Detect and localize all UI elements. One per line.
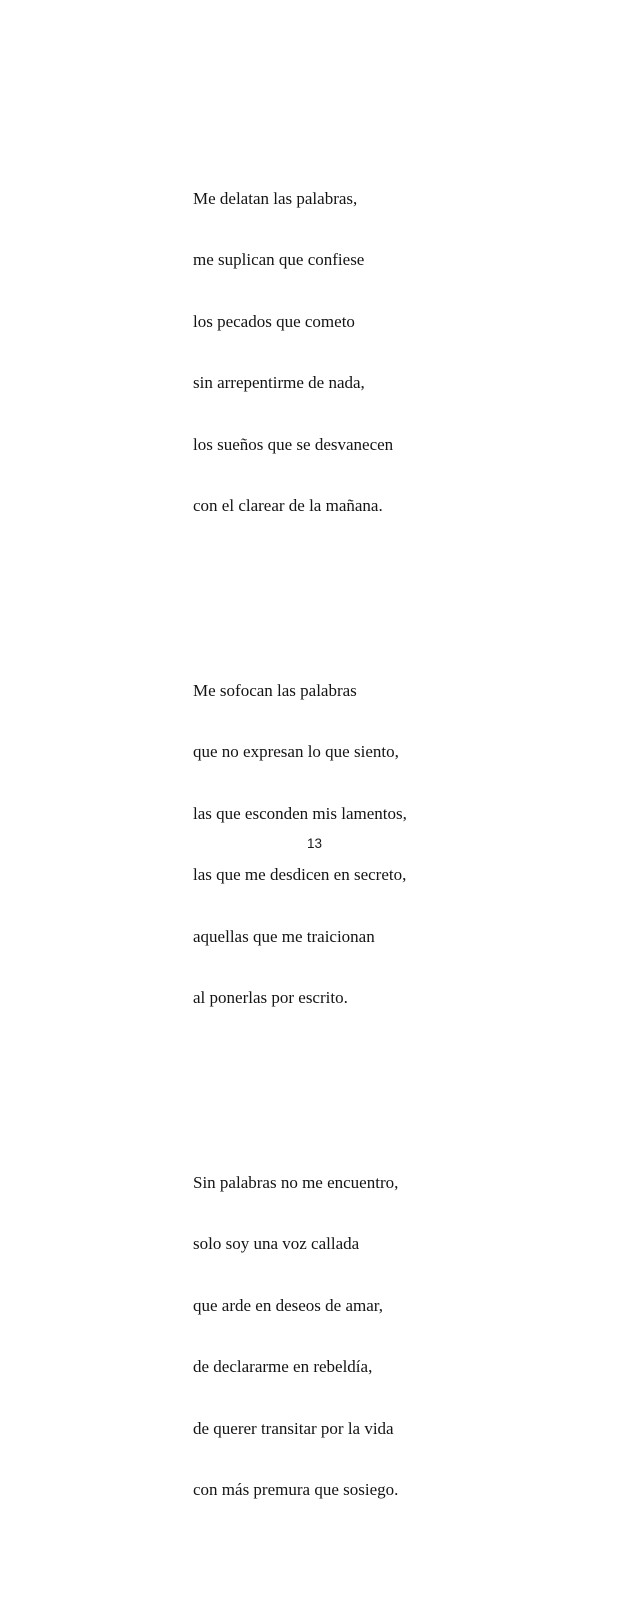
poem-line: aquellas que me traicionan [193,926,375,946]
poem-line: Me sofocan las palabras [193,680,357,700]
poem-line: los sueños que se desvanecen [193,434,394,454]
poem-stanza [193,148,407,558]
poem-line: los pecados que cometo [193,311,355,331]
poem-line: sin arrepentirme de nada, [193,373,365,392]
poem-line: de declararme en rebeldía, [193,1357,373,1376]
poem-line: me suplican que confiese [193,250,365,269]
poem-line: solo soy una voz callada [193,1234,360,1253]
poem-line: las que esconden mis lamentos, [193,803,407,823]
poem-line: Me delatan las palabras, [193,188,358,208]
poem-line: que arde en deseos de amar, [193,1295,384,1315]
poem-line: Sin palabras no me encuentro, [193,1172,399,1192]
poem-line: con el clarear de la mañana. [193,496,383,515]
poem-line: que no expresan lo que siento, [193,742,399,761]
poem-line: al ponerlas por escrito. [193,988,348,1007]
poem-line: las que me desdicen en secreto, [193,865,407,884]
poem-line: con más premura que sosiego. [193,1480,399,1499]
poem-stanza [193,1132,407,1542]
page-number: 13 [306,836,323,851]
poem-line: de querer transitar por la vida [193,1418,394,1438]
